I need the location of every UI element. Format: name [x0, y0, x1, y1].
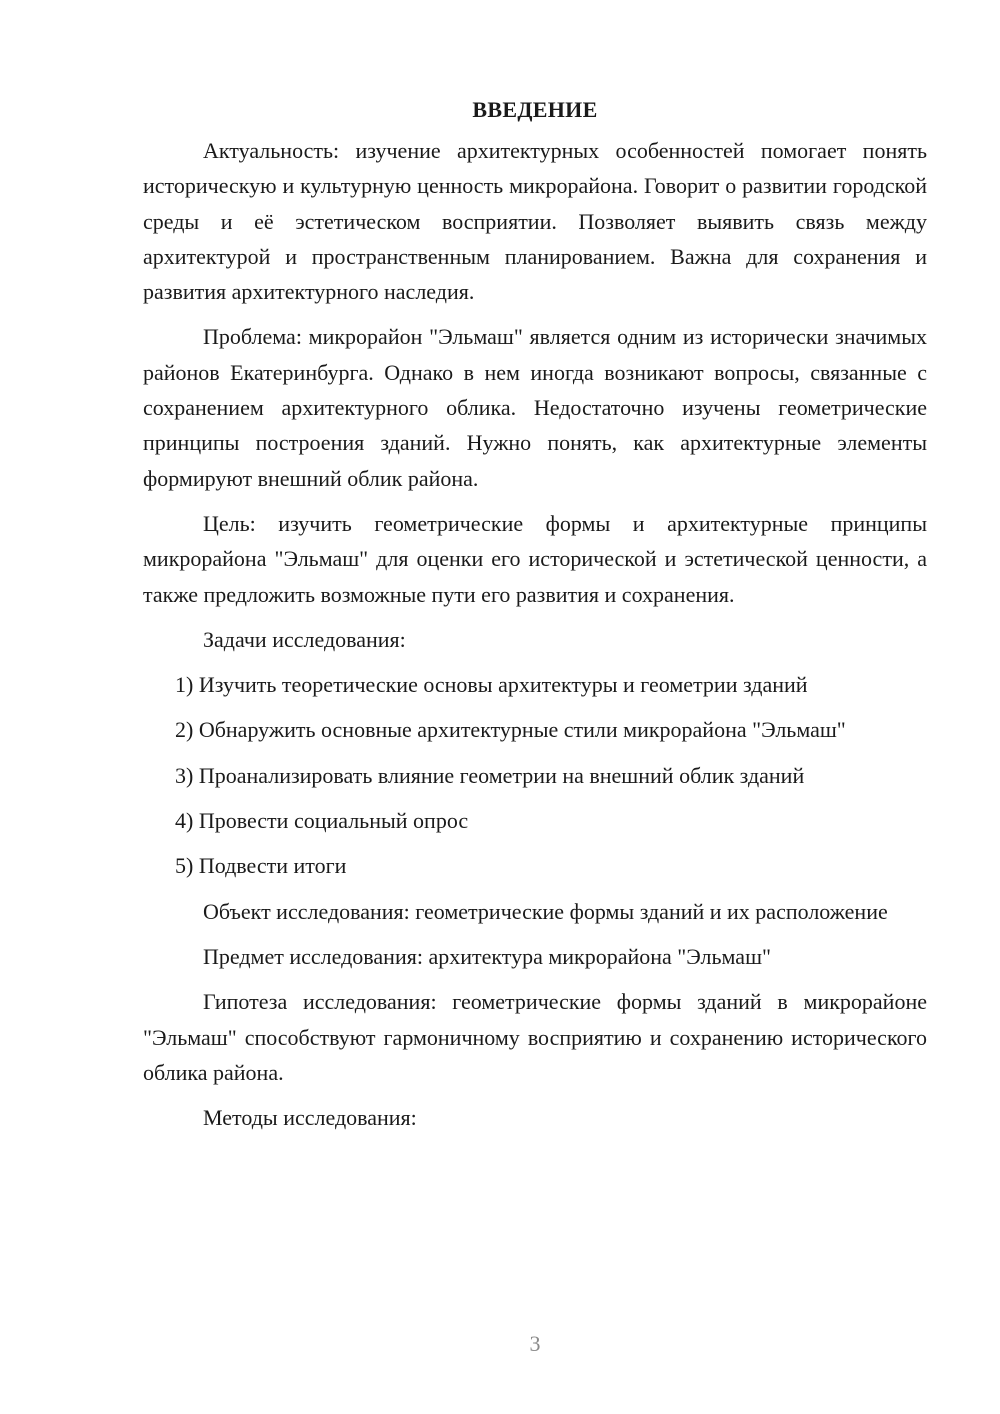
task-item-3: 3) Проанализировать влияние геометрии на внешний облик зданий	[175, 762, 805, 788]
task-item-2: 2) Обнаружить основные архитектурные стили микрорайона "Эльмаш"	[175, 717, 846, 743]
task-item-1: 1) Изучить теоретические основы архитектуры и геометрии зданий	[175, 672, 808, 698]
tasks-heading: Задачи исследования:	[203, 626, 406, 652]
object-paragraph: Объект исследования: геометрические формы зданий и их расположение	[203, 898, 888, 924]
problem-paragraph: Проблема: микрорайон "Эльмаш" является одним из исторически значимых районов Екатеринбурга. Однако в нем иногда возникают вопросы, связанные с сохранением архитектурного облика. Недостаточно изучены геометрические принципы построения зданий. Нужно понять, как архитектурные элементы формируют внешний облик района.	[143, 324, 927, 491]
document-page	[143, 92, 927, 1145]
subject-paragraph: Предмет исследования: архитектура микрорайона "Эльмаш"	[203, 943, 771, 969]
relevance-paragraph: Актуальность: изучение архитектурных особенностей помогает понять историческую и культурную ценность микрорайона. Говорит о развитии городской среды и её эстетическом восприятии. Позволяет выявить связь между архитектурой и пространственным планированием. Важна для сохранения и развития архитектурного наследия.	[143, 138, 927, 305]
page-number: 3	[529, 1331, 541, 1356]
section-title: ВВЕДЕНИЕ	[472, 97, 598, 122]
methods-heading: Методы исследования:	[203, 1105, 417, 1131]
goal-paragraph: Цель: изучить геометрические формы и архитектурные принципы микрорайона "Эльмаш" для оценки его исторической и эстетической ценности, а также предложить возможные пути его развития и сохранения.	[143, 510, 927, 607]
hypothesis-paragraph: Гипотеза исследования: геометрические формы зданий в микрорайоне "Эльмаш" способствуют гармоничному восприятию и сохранению исторического облика района.	[143, 989, 927, 1085]
task-item-4: 4) Провести социальный опрос	[175, 808, 469, 834]
task-item-5: 5) Подвести итоги	[175, 853, 347, 879]
